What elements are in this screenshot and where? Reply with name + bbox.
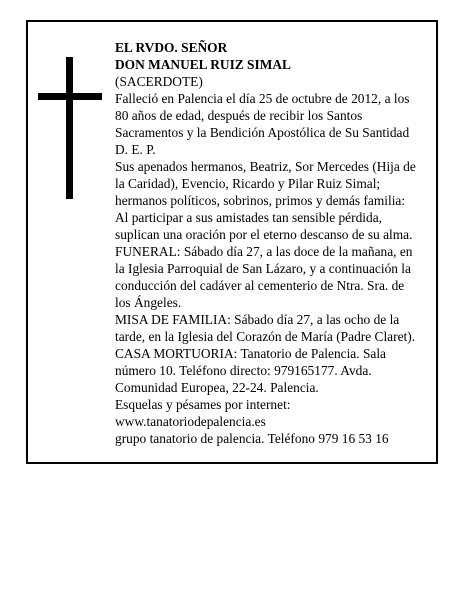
deceased-title: EL RVDO. SEÑOR <box>115 40 228 55</box>
funeral-details: FUNERAL: Sábado día 27, a las doce de la mañana, en la Iglesia Parroquial de San Lázaro, y a continuación la conducción del cadáver al cementerio de Ntra. Sra. de los Ángeles. <box>115 244 413 310</box>
funeral-home-details: CASA MORTUORIA: Tanatorio de Palencia. Sala número 10. Teléfono directo: 979165177. Avda. Comunidad Europea, 22-24. Palencia. <box>115 346 386 395</box>
death-announcement: Falleció en Palencia el día 25 de octubre de 2012, a los 80 años de edad, después de recibir los Santos Sacramentos y la Bendición Apostólica de Su Santidad D. E. P. <box>115 91 410 157</box>
obituary-notice <box>26 20 438 464</box>
notice-text <box>115 39 433 447</box>
family-paragraph: Sus apenados hermanos, Beatriz, Sor Mercedes (Hija de la Caridad), Evencio, Ricardo y Pilar Ruiz Simal; hermanos políticos, sobrinos, primos y demás familia: <box>115 159 416 208</box>
internet-label: Esquelas y pésames por internet: <box>115 397 291 412</box>
prayer-request: Al participar a sus amistades tan sensible pérdida, suplican una oración por el eterno descanso de su alma. <box>115 210 413 242</box>
group-phone: grupo tanatorio de palencia. Teléfono 979 16 53 16 <box>115 431 389 446</box>
family-mass-details: MISA DE FAMILIA: Sábado día 27, a las ocho de la tarde, en la Iglesia del Corazón de María (Padre Claret). <box>115 312 416 344</box>
cross-vertical-bar <box>66 57 73 199</box>
deceased-occupation: (SACERDOTE) <box>115 74 203 89</box>
cross-horizontal-bar <box>38 93 102 100</box>
cross-icon <box>38 57 102 199</box>
website-link[interactable]: www.tanatoriodepalencia.es <box>115 414 266 429</box>
deceased-name: DON MANUEL RUIZ SIMAL <box>115 57 291 72</box>
